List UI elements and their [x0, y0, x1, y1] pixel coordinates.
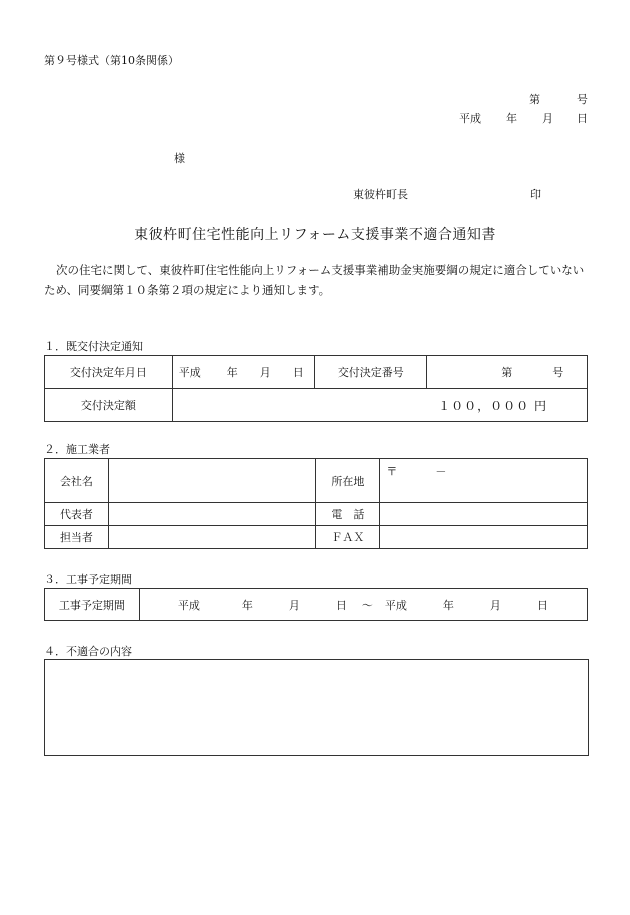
decision-date-label: 交付決定年月日 — [45, 356, 173, 389]
phone-value[interactable] — [380, 503, 588, 526]
nonconformity-content-box[interactable] — [44, 659, 589, 756]
period-start-year: 年 — [241, 598, 253, 612]
postal-mark: 〒 — [386, 465, 398, 478]
period-tilde: ～ — [361, 598, 373, 612]
company-label: 会社名 — [45, 459, 109, 503]
document-title: 東彼杵町住宅性能向上リフォーム支援事業不適合通知書 — [134, 227, 496, 243]
section3-heading: ３．工事予定期間 — [44, 573, 132, 586]
decision-number-value[interactable] — [427, 356, 588, 389]
construction-period-label: 工事予定期間 — [45, 589, 140, 621]
decision-date-era: 平成 — [178, 366, 201, 379]
phone-label: 電 話 — [316, 503, 380, 526]
postal-dash: － — [435, 465, 447, 478]
staff-label: 担当者 — [45, 526, 109, 549]
company-value[interactable] — [108, 459, 316, 503]
issuer-name: 東彼杵町長 — [353, 188, 408, 201]
period-start-month: 月 — [288, 598, 300, 612]
period-end-month: 月 — [489, 598, 501, 612]
doc-number-go: 号 — [577, 93, 588, 106]
issue-date-era: 平成 — [459, 112, 481, 125]
body-text: 次の住宅に関して、東彼杵町住宅性能向上リフォーム支援事業補助金実施要綱の規定に適合していないため、同要綱第１０条第２項の規定により通知します。 — [44, 263, 585, 297]
decision-number-label: 交付決定番号 — [315, 356, 427, 389]
doc-number-dai: 第 — [529, 93, 540, 106]
period-start-era: 平成 — [177, 598, 200, 612]
decision-number-go: 号 — [552, 366, 564, 379]
address-value[interactable] — [380, 459, 588, 503]
section1-table — [44, 355, 588, 422]
representative-value[interactable] — [108, 503, 316, 526]
section2-table — [44, 458, 588, 549]
decision-date-year: 年 — [226, 366, 238, 379]
section1-heading: １．既交付決定通知 — [44, 340, 143, 353]
form-number: 第９号様式（第10条関係） — [44, 54, 179, 67]
issue-date-year: 年 — [506, 112, 517, 125]
fax-value[interactable] — [380, 526, 588, 549]
decision-date-month: 月 — [259, 366, 271, 379]
decision-amount-label: 交付決定額 — [45, 389, 173, 422]
decision-date-value[interactable] — [172, 356, 315, 389]
period-end-day: 日 — [536, 598, 548, 612]
issue-date-month: 月 — [542, 112, 553, 125]
section4-heading: ４．不適合の内容 — [44, 645, 132, 658]
period-start-day: 日 — [335, 598, 347, 612]
decision-number-dai: 第 — [501, 366, 513, 379]
period-end-year: 年 — [442, 598, 454, 612]
issuer-seal: 印 — [530, 188, 541, 201]
issue-date-day: 日 — [577, 112, 588, 125]
decision-amount-value[interactable]: １００，０００ 円 — [172, 389, 587, 422]
section3-table — [44, 588, 588, 621]
fax-label: ＦＡＸ — [316, 526, 380, 549]
staff-value[interactable] — [108, 526, 316, 549]
address-label: 所在地 — [316, 459, 380, 503]
addressee-sama: 様 — [174, 152, 185, 165]
period-end-era: 平成 — [384, 598, 407, 612]
construction-period-value[interactable] — [139, 589, 587, 621]
representative-label: 代表者 — [45, 503, 109, 526]
section2-heading: ２．施工業者 — [44, 443, 110, 456]
decision-date-day: 日 — [292, 366, 304, 379]
